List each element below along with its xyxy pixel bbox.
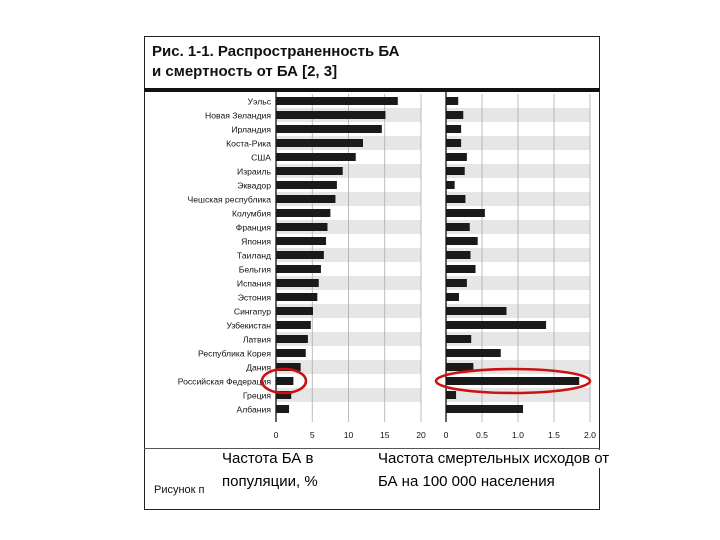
- mortality-bar: [446, 391, 456, 399]
- mortality-bar: [446, 167, 465, 175]
- mortality-bar: [446, 237, 478, 245]
- prevalence-bar: [276, 153, 356, 161]
- prevalence-bar: [276, 181, 337, 189]
- prevalence-tick-label: 20: [416, 430, 426, 440]
- left-axis-label-line-1: Частота БА в: [222, 450, 314, 467]
- mortality-tick-label: 1.0: [512, 430, 524, 440]
- prevalence-bar: [276, 349, 306, 357]
- mortality-tick-label: 2.0: [584, 430, 596, 440]
- prevalence-bar: [276, 223, 327, 231]
- prevalence-bar: [276, 97, 398, 105]
- mortality-tick-label: 0: [443, 430, 449, 440]
- mortality-tick-label: 1.5: [548, 430, 560, 440]
- category-label: Эквадор: [237, 180, 271, 191]
- category-label: Израиль: [237, 166, 271, 177]
- prevalence-bar: [276, 307, 313, 315]
- prevalence-bar: [276, 335, 308, 343]
- category-label: Таиланд: [237, 250, 271, 261]
- mortality-bar: [446, 405, 523, 413]
- prevalence-bar: [276, 237, 326, 245]
- right-axis-label-line-2: БА на 100 000 населения: [378, 473, 555, 490]
- category-label: Бельгия: [238, 264, 271, 275]
- mortality-tick-label: 0.5: [476, 430, 488, 440]
- prevalence-tick-label: 15: [379, 430, 390, 440]
- category-label: Российская Федерация: [177, 376, 271, 387]
- mortality-bar: [446, 335, 471, 343]
- prevalence-bar: [276, 265, 321, 273]
- mortality-bar: [446, 349, 501, 357]
- category-label: Колумбия: [232, 208, 271, 219]
- mortality-bar: [446, 111, 463, 119]
- mortality-bar: [446, 251, 470, 259]
- category-label: Эстония: [237, 292, 271, 303]
- mortality-bar: [446, 293, 459, 301]
- category-label: Франция: [235, 222, 271, 233]
- mortality-bar: [446, 181, 455, 189]
- mortality-bar: [446, 223, 470, 231]
- mortality-bar: [446, 97, 458, 105]
- prevalence-tick-label: 5: [309, 430, 315, 440]
- prevalence-tick-label: 0: [273, 430, 279, 440]
- mortality-bar: [446, 321, 546, 329]
- category-label: Латвия: [242, 334, 271, 345]
- prevalence-bar: [276, 377, 293, 385]
- mortality-bar: [446, 125, 461, 133]
- mortality-bar: [446, 153, 467, 161]
- mortality-bar: [446, 377, 579, 385]
- mortality-bar: [446, 307, 506, 315]
- prevalence-bar: [276, 293, 317, 301]
- title-line-1: Рис. 1-1. Распространенность БА: [152, 43, 400, 60]
- mortality-bar: [446, 139, 461, 147]
- category-label: Чешская республика: [187, 194, 271, 205]
- category-label: США: [251, 152, 271, 163]
- category-label: Уэльс: [247, 96, 271, 107]
- right-axis-label-line-1: Частота смертельных исходов от: [378, 450, 610, 467]
- left-axis-label-line-2: популяции, %: [222, 473, 318, 490]
- prevalence-tick-label: 10: [343, 430, 354, 440]
- category-label: Албания: [236, 404, 271, 415]
- prevalence-bar: [276, 279, 319, 287]
- prevalence-bar: [276, 111, 385, 119]
- category-label: Узбекистан: [226, 320, 271, 331]
- prevalence-bar: [276, 195, 335, 203]
- prevalence-bar: [276, 405, 289, 413]
- category-label: Коста-Рика: [226, 138, 271, 149]
- figure-caption: Рисунок п: [154, 484, 205, 496]
- mortality-bar: [446, 279, 467, 287]
- prevalence-bar: [276, 209, 330, 217]
- mortality-bar: [446, 209, 485, 217]
- category-label: Испания: [236, 278, 271, 289]
- mortality-bar: [446, 195, 465, 203]
- prevalence-bar: [276, 167, 343, 175]
- category-label: Сингапур: [233, 306, 271, 317]
- category-label: Дания: [246, 362, 271, 373]
- prevalence-bar: [276, 251, 324, 259]
- category-label: Греция: [242, 390, 271, 401]
- title-line-2: и смертность от БА [2, 3]: [152, 63, 338, 80]
- category-label: Республика Корея: [198, 348, 271, 359]
- category-label: Япония: [241, 236, 271, 247]
- category-label: Новая Зеландия: [205, 110, 271, 121]
- mortality-bar: [446, 265, 476, 273]
- prevalence-bar: [276, 139, 363, 147]
- prevalence-bar: [276, 125, 382, 133]
- category-label: Ирландия: [231, 124, 271, 135]
- prevalence-bar: [276, 321, 311, 329]
